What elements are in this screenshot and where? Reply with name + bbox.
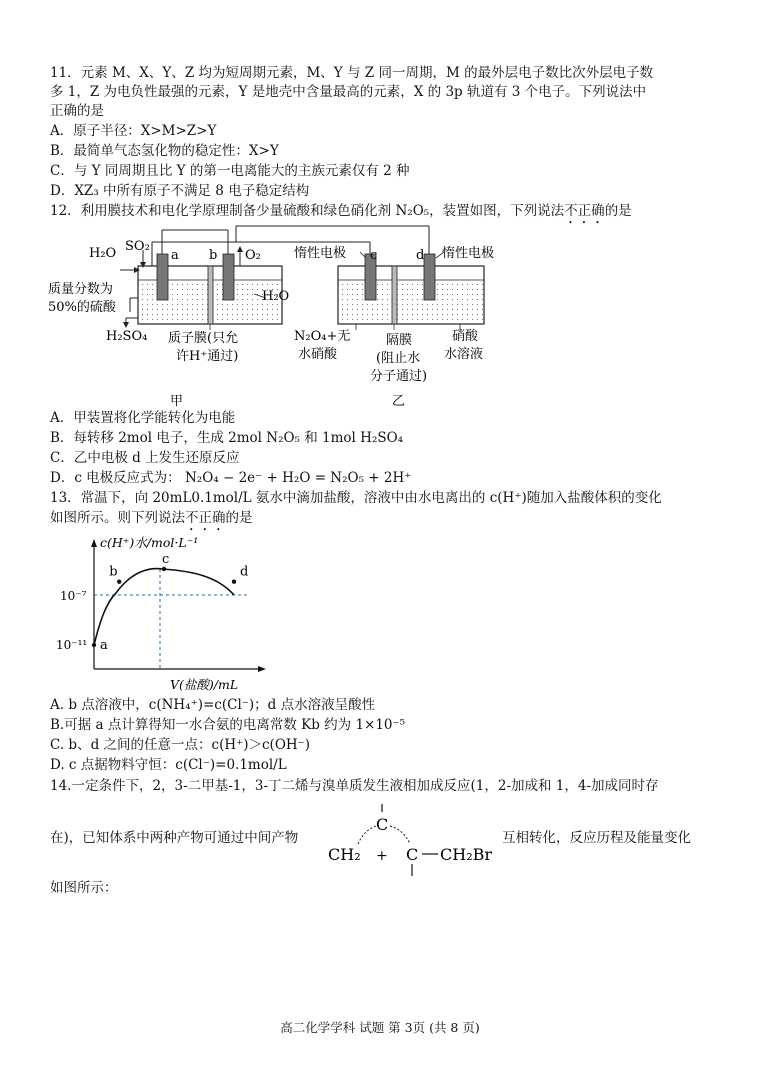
electrode-b-label: b (209, 248, 218, 263)
y-axis-label: c(H⁺)水/mol·L⁻¹ (100, 535, 199, 550)
q11-stem-line2: 多 1，Z 为电负性最强的元素，Y 是地壳中含量最高的元素，X 的 3p 轨道有 3 个电子。下列说法中 (50, 84, 647, 100)
electrode-d-label: d (416, 248, 425, 263)
q12-option-a: A．甲装置将化学能转化为电能 (50, 410, 236, 426)
q13-stem-line2: 如图所示。则下列说法不正确的是 (50, 510, 253, 526)
q11-option-d: D．XZ₃ 中所有原子不满足 8 电子稳定结构 (50, 183, 310, 199)
q14-stem-line1: 14.一定条件下，2，3-二甲基-1，3-丁二烯与溴单质发生液相加成反应(1，2-加成和 1，4-加成同时存 (50, 778, 659, 794)
so2-label: SO₂ (125, 239, 150, 254)
chart-point-b (117, 579, 121, 583)
n2o4-label-2: 水硝酸 (298, 347, 338, 362)
struct-ch2: CH₂ (328, 845, 361, 864)
q11-stem-line1: 11．元素 M、X、Y、Z 均为短周期元素，M、Y 与 Z 同一周期，M 的最外层电子数比次外层电子数 (50, 65, 654, 81)
separator-label-3: 分子通过) (370, 369, 428, 384)
q11-option-b: B．最简单气态氢化物的稳定性：X>Y (50, 143, 279, 159)
electrode-a-label: a (171, 248, 179, 263)
q13-stem-line1: 13．常温下，向 20mL0.1mol/L 氨水中滴加盐酸，溶液中由水电离出的 c(H⁺)随加入盐酸体积的变化 (50, 490, 662, 506)
q13-option-d: D. c 点据物料守恒：c(Cl⁻)=0.1mol/L (50, 757, 287, 773)
q14-stem-line2b: 互相转化，反应历程及能量变化 (502, 830, 691, 846)
q12-option-b: B．每转移 2mol 电子，生成 2mol N₂O₅ 和 1mol H₂SO₄ (50, 430, 404, 446)
x-axis-label: V(盐酸)/mL (170, 677, 239, 692)
q13-option-b: B.可据 a 点计算得知一水合氨的电离常数 Kb 约为 1×10⁻⁵ (50, 717, 406, 733)
proton-membrane-label-1: 质子膜(只允 (168, 331, 239, 346)
separator-label-2: (阻止水 (376, 351, 421, 366)
chart-point-label-b: b (109, 564, 118, 580)
o2-label: O₂ (245, 248, 261, 263)
q13-option-a: A. b 点溶液中，c(NH₄⁺)=c(Cl⁻)；d 点水溶液呈酸性 (50, 697, 376, 713)
nitric-acid-label-1: 硝酸 (452, 329, 479, 344)
proton-membrane-label-2: 许H⁺通过) (176, 349, 239, 364)
q12-stem: 12．利用膜技术和电化学原理制备少量硫酸和绿色硝化剂 N₂O₅，装置如图，下列说法不正确的是 (50, 203, 632, 219)
q13-option-c: C. b、d 之间的任意一点：c(H⁺)＞c(OH⁻) (50, 737, 311, 753)
h2so4-outlet-label: H₂SO₄ (106, 329, 148, 344)
chart-point-label-c: c (162, 552, 170, 567)
struct-c-top: C (376, 815, 389, 834)
q14-stem-line3: 如图所示： (50, 880, 118, 896)
struct-c-mid: C (406, 845, 419, 864)
inert-electrode-c-label: 惰性电极 (294, 246, 347, 261)
nitric-acid-label-2: 水溶液 (444, 347, 484, 362)
chart-point-d (232, 579, 236, 583)
q12-emphasis: 不正确 (564, 203, 605, 219)
chart-point-label-d: d (240, 564, 249, 580)
intermediate-structure (324, 804, 504, 882)
acid-label-1: 质量分数为 (48, 282, 114, 297)
inert-electrode-d-label: 惰性电极 (442, 246, 495, 261)
q11-stem-line3: 正确的是 (50, 103, 104, 119)
q13-chart (54, 533, 274, 695)
q12-option-c: C．乙中电极 d 上发生还原反应 (50, 450, 240, 466)
q14-stem-line2a: 在)，已知体系中两种产物可通过中间产物 (50, 830, 299, 846)
h2o-inlet-label: H₂O (89, 246, 117, 261)
n2o4-label-1: N₂O₄+无 (294, 329, 351, 344)
struct-plus: + (376, 848, 388, 864)
q13-emphasis: 不正确 (185, 510, 226, 526)
electrolysis-apparatus-diagram (40, 222, 520, 410)
acid-label-2: 50%的硫酸 (48, 300, 116, 315)
y-tick-1e-11: 10⁻¹¹ (56, 638, 88, 652)
chart-point-a (92, 643, 96, 647)
q12-option-d: D．c 电极反应式为： N₂O₄ − 2e⁻ + H₂O = N₂O₅ + 2H⁺ (50, 470, 412, 486)
device-jia-label: 甲 (170, 394, 184, 409)
page-footer: 高二化学学科 试题 第 3页 (共 8 页) (280, 1020, 480, 1035)
q11-option-c: C．与 Y 同周期且比 Y 的第一电离能大的主族元素仅有 2 种 (50, 163, 410, 179)
chart-point-label-a: a (100, 638, 108, 653)
struct-ch2br: CH₂Br (440, 845, 493, 864)
electrode-c-label: c (370, 248, 378, 263)
y-tick-1e-7: 10⁻⁷ (60, 589, 87, 603)
separator-label-1: 隔膜 (386, 333, 413, 348)
q11-option-a: A．原子半径：X>M>Z>Y (50, 123, 217, 139)
chart-point-c (162, 567, 166, 571)
device-yi-label: 乙 (392, 394, 406, 409)
h2o-right-label: H₂O (262, 289, 290, 304)
